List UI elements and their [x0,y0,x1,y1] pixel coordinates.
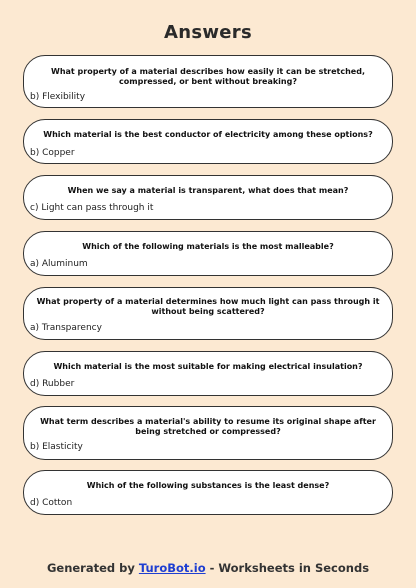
turobot-link[interactable]: TuroBot.io [138,561,206,575]
question-card-1 [23,55,393,108]
answer-text: d) Cotton [30,498,73,508]
answer-text: c) Light can pass through it [30,203,154,213]
answer-text: d) Rubber [30,379,75,389]
question-card-3 [23,175,393,220]
question-text: What property of a material describes how easily it can be stretched, compressed, or bent without breaking? [51,67,365,86]
question-text: Which of the following substances is the least dense? [86,481,330,490]
footer-suffix: - Worksheets in Seconds [205,561,370,575]
question-card-2 [23,119,393,164]
answer-text: b) Elasticity [30,442,83,452]
page-title: Answers [164,22,252,43]
answer-text: a) Transparency [30,323,102,333]
question-text: What property of a material determines how much light can pass through it without being scattered? [36,297,380,316]
footer-prefix: Generated by [46,561,139,575]
answer-text: b) Flexibility [30,92,86,102]
question-card-8 [23,470,393,515]
question-text: Which material is the most suitable for making electrical insulation? [53,362,363,371]
answer-text: a) Aluminum [30,259,88,269]
question-card-6 [23,351,393,396]
question-card-7 [23,406,393,460]
footer [0,561,416,575]
question-text: When we say a material is transparent, what does that mean? [67,186,349,195]
answer-text: b) Copper [30,148,75,158]
question-card-4 [23,231,393,276]
question-text: Which of the following materials is the most malleable? [82,242,334,251]
question-card-5 [23,287,393,340]
question-text: Which material is the best conductor of electricity among these options? [43,130,373,139]
question-text: What term describes a material's ability to resume its original shape after being stretched or compressed? [40,417,376,436]
